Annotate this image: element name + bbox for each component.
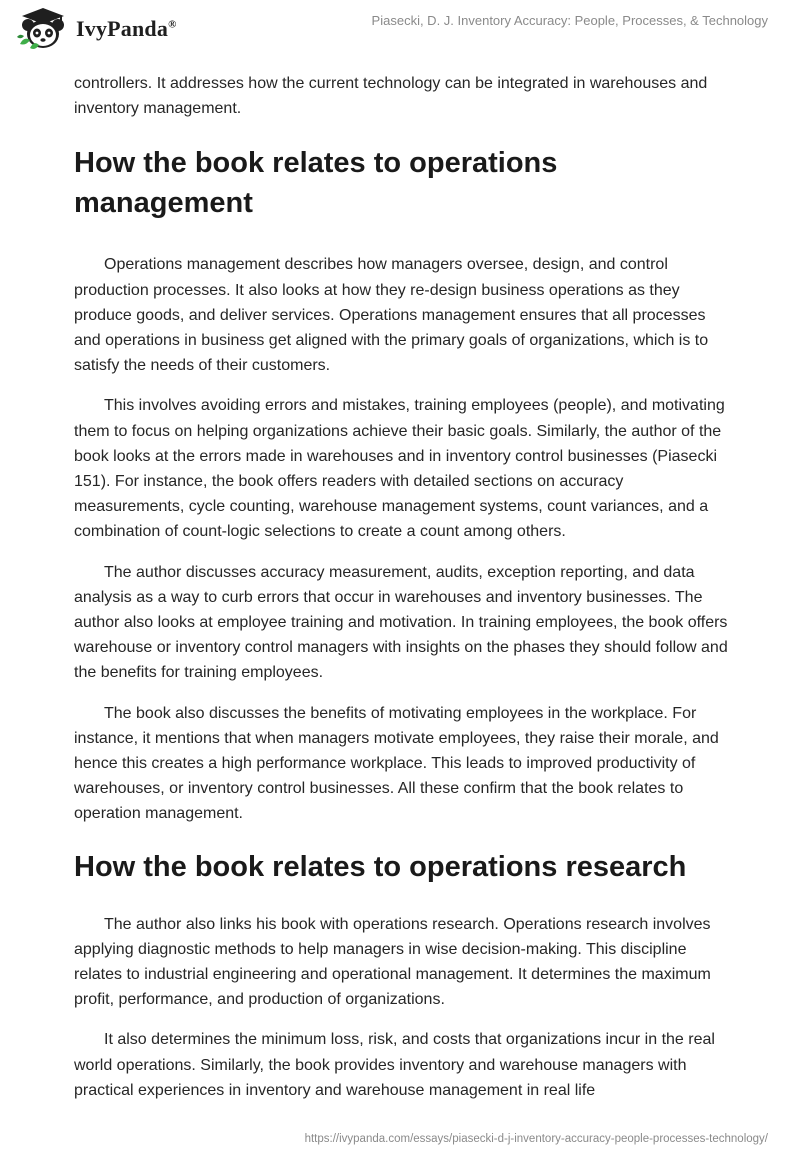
source-url[interactable]: https://ivypanda.com/essays/piasecki-d-j-inventory-accuracy-people-processes-technology/ [304, 1133, 768, 1145]
section-heading-operations-management: How the book relates to operations management [74, 147, 558, 220]
page-header [0, 0, 800, 60]
panda-mascot-icon [14, 6, 72, 52]
intro-paragraph: controllers. It addresses how the current technology can be integrated in warehouses and inventory management. [74, 75, 708, 118]
paragraph: This involves avoiding errors and mistakes, training employees (people), and motivating them to focus on helping organizations achieve their basic goals. Similarly, the author of the book looks at the errors made in warehouses and in inventory control businesses (Piasecki 151). For instance, the book offers readers with detailed sections on accuracy measurements, cycle counting, warehouse management systems, count variances, and a combination of count-logic selections to create a count among others. [74, 397, 725, 541]
ivypanda-logo[interactable] [14, 6, 177, 52]
document-title: Piasecki, D. J. Inventory Accuracy: People, Processes, & Technology [371, 13, 768, 28]
paragraph: The author discusses accuracy measurement, audits, exception reporting, and data analysis as a way to curb errors that occur in warehouses and inventory businesses. The author also looks at employee training and motivation. In training employees, the book offers warehouse or inventory control managers with insights on the phases they should follow and the benefits for training employees. [74, 563, 728, 682]
brand-name: IvyPanda® [76, 16, 177, 41]
section-heading-operations-research: How the book relates to operations research [74, 850, 687, 883]
paragraph: It also determines the minimum loss, risk, and costs that organizations incur in the real world operations. Similarly, the book provides inventory and warehouse managers with practical experiences in inventory and warehouse management in real life [74, 1031, 715, 1099]
paragraph: The author also links his book with operations research. Operations research involves applying diagnostic methods to help managers in wise decision-making. This discipline relates to industrial engineering and operational management. It determines the maximum profit, performance, and production of organizations. [74, 915, 711, 1009]
paragraph: The book also discusses the benefits of motivating employees in the workplace. For instance, it mentions that when managers motivate employees, they raise their morale, and hence this creates a high performance workplace. This leads to improved productivity of warehouses, or inventory control businesses. All these confirm that the book relates to operation management. [74, 704, 719, 823]
essay-body [74, 71, 734, 1103]
paragraph: Operations management describes how managers oversee, design, and control production processes. It also looks at how they re-design business operations as they produce goods, and deliver services. Operations management ensures that all processes and operations in business get aligned with the primary goals of organizations, which is to satisfy the needs of their customers. [74, 256, 709, 375]
